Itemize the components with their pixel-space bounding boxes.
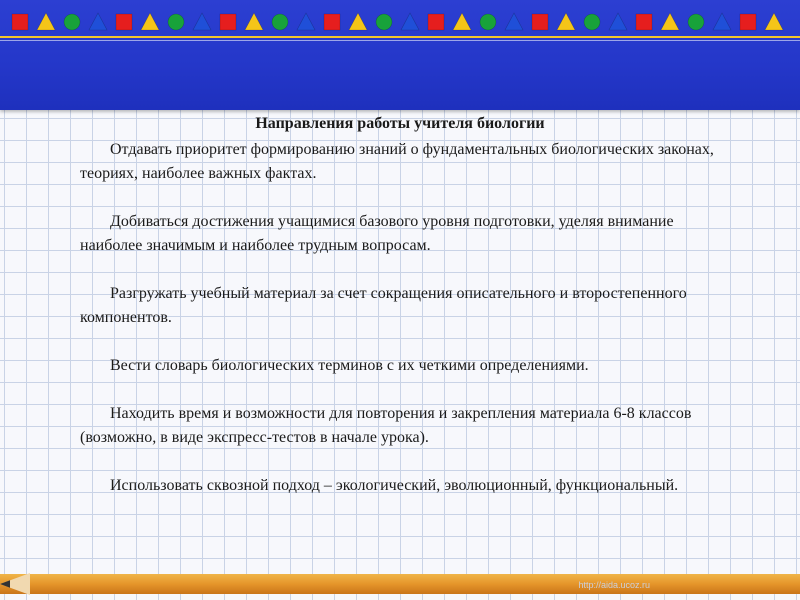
credit-url: http://aida.ucoz.ru <box>578 580 650 590</box>
shape-triangle-icon <box>141 13 159 30</box>
paragraph-6: Использовать сквозной подход – экологический, эволюционный, функциональный. <box>110 477 679 494</box>
shape-circle-icon <box>272 14 288 30</box>
pencil-tip-icon <box>0 573 30 595</box>
slide-title: Направления работы учителя биологии <box>255 115 545 132</box>
shape-triangle-icon <box>245 13 263 30</box>
shape-square-icon <box>116 14 132 30</box>
shape-square-icon <box>428 14 444 30</box>
shape-square-icon <box>532 14 548 30</box>
spacer <box>80 450 720 474</box>
shape-triangle-icon <box>505 13 523 30</box>
paragraph-2: Добиваться достижения учащимися базового уровня подготовки, уделяя внимание наиболее значимым и наиболее трудным вопросам. <box>80 213 674 254</box>
header-band <box>0 0 800 110</box>
spacer <box>80 378 720 402</box>
pencil-bar <box>0 574 800 594</box>
shape-circle-icon <box>168 14 184 30</box>
decorative-shapes-row <box>0 10 800 34</box>
shape-circle-icon <box>480 14 496 30</box>
shape-circle-icon <box>64 14 80 30</box>
shape-square-icon <box>220 14 236 30</box>
slide-content <box>80 112 720 498</box>
shape-circle-icon <box>584 14 600 30</box>
shape-square-icon <box>12 14 28 30</box>
shape-triangle-icon <box>193 13 211 30</box>
shape-triangle-icon <box>89 13 107 30</box>
spacer <box>80 330 720 354</box>
shape-triangle-icon <box>453 13 471 30</box>
spacer <box>80 258 720 282</box>
shape-triangle-icon <box>349 13 367 30</box>
shape-triangle-icon <box>765 13 783 30</box>
header-stripe <box>0 36 800 38</box>
shape-triangle-icon <box>713 13 731 30</box>
shape-triangle-icon <box>401 13 419 30</box>
header-highlight <box>0 40 800 41</box>
shape-circle-icon <box>688 14 704 30</box>
shape-triangle-icon <box>661 13 679 30</box>
shape-triangle-icon <box>609 13 627 30</box>
shape-square-icon <box>740 14 756 30</box>
paragraph-4: Вести словарь биологических терминов с их четкими определениями. <box>110 357 589 374</box>
shape-square-icon <box>324 14 340 30</box>
paragraph-5: Находить время и возможности для повторения и закрепления материала 6-8 классов (возможно, в виде экспресс-тестов в начале урока). <box>80 405 692 446</box>
paragraph-3: Разгружать учебный материал за счет сокращения описательного и второстепенного компонентов. <box>80 285 687 326</box>
shape-triangle-icon <box>297 13 315 30</box>
shape-circle-icon <box>376 14 392 30</box>
shape-square-icon <box>636 14 652 30</box>
paragraph-1: Отдавать приоритет формированию знаний о фундаментальных биологических законах, теориях, наиболее важных фактах. <box>80 141 714 182</box>
spacer <box>80 186 720 210</box>
shape-triangle-icon <box>557 13 575 30</box>
shape-triangle-icon <box>37 13 55 30</box>
